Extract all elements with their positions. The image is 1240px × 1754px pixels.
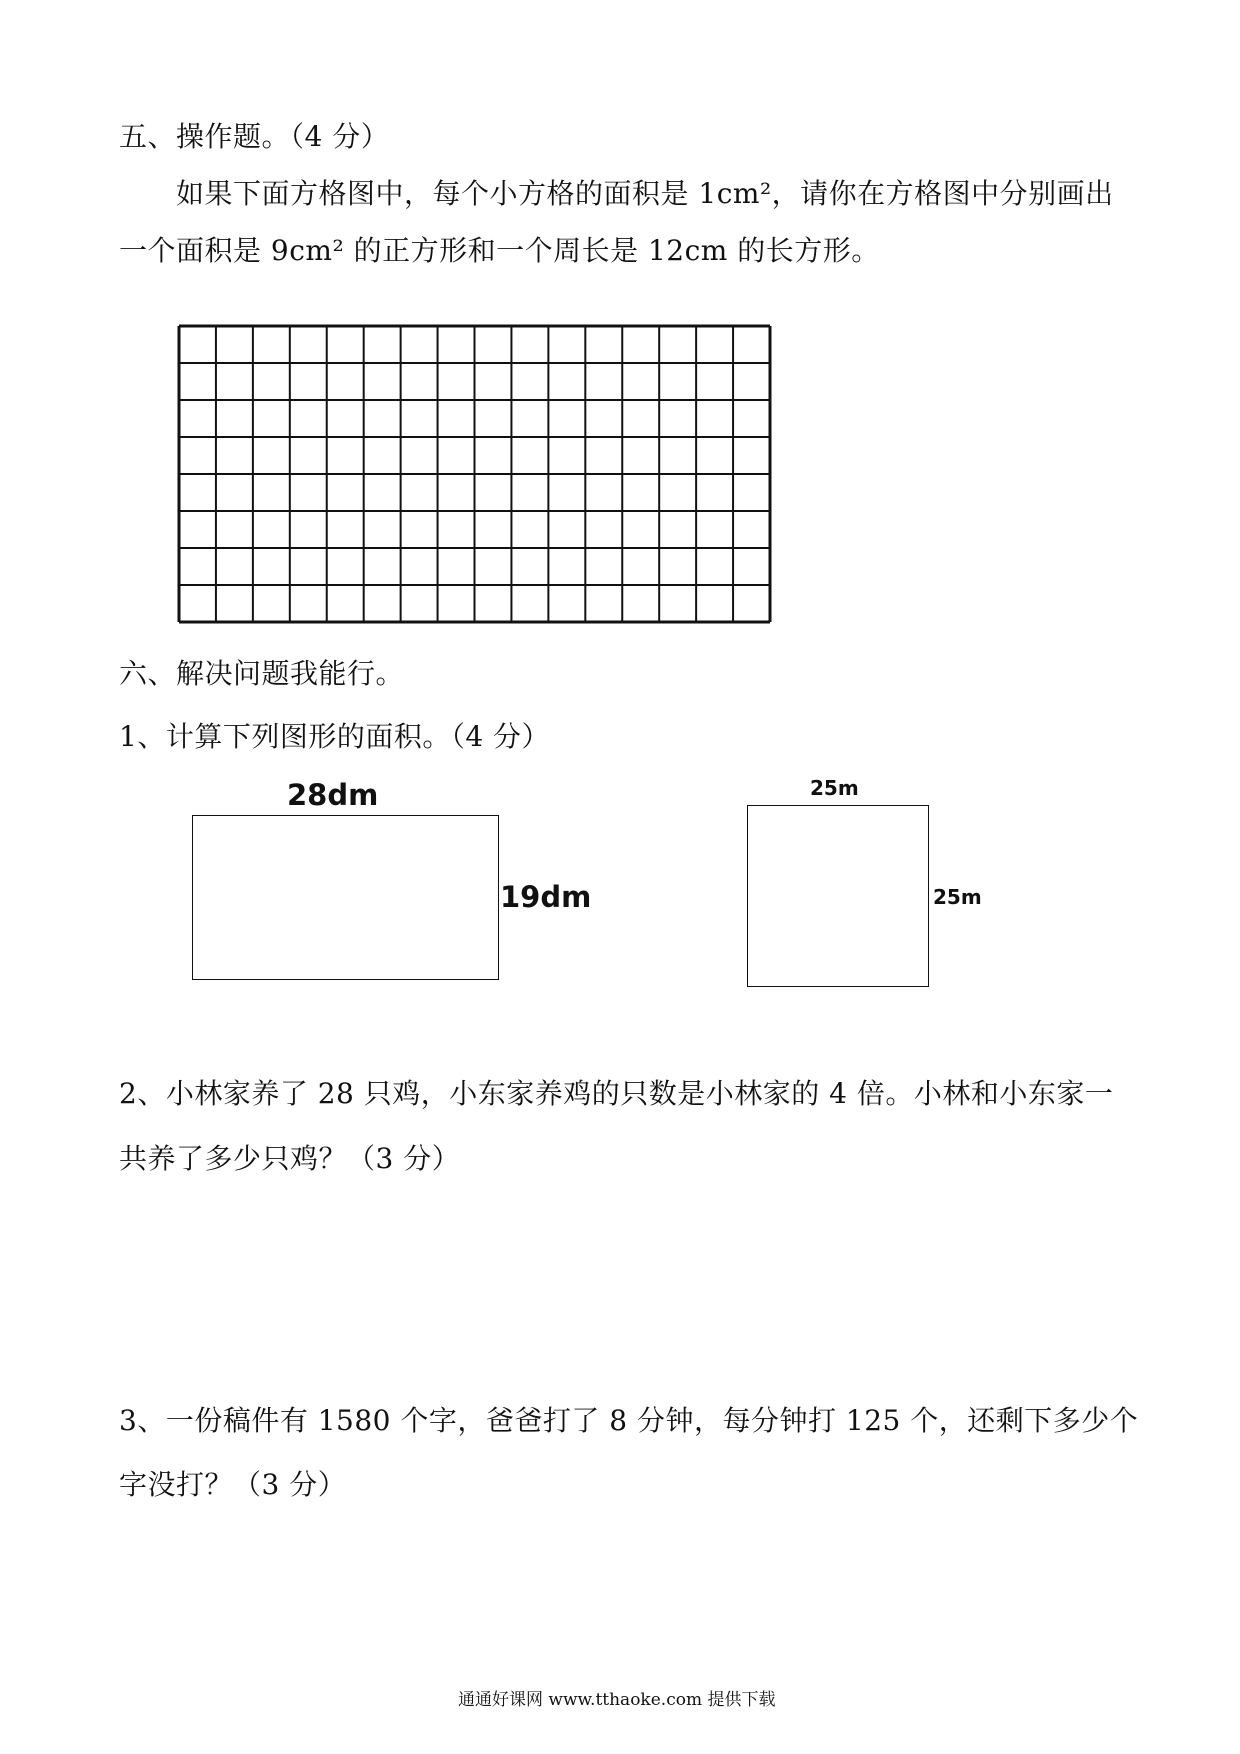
footer-credit: 通通好课网 www.tthaoke.com 提供下载 [458, 1690, 776, 1710]
rectangle-height-label: 19dm [500, 880, 592, 914]
section6-heading: 六、解决问题我能行。 [119, 657, 405, 690]
section5-heading: 五、操作题。（4 分） [119, 120, 390, 153]
section5-instruction-line2: 一个面积是 9cm² 的正方形和一个周长是 12cm 的长方形。 [119, 234, 880, 267]
square-height-label: 25m [933, 885, 982, 909]
q3-line1: 3、一份稿件有 1580 个字，爸爸打了 8 分钟，每分钟打 125 个，还剩下多少个 [119, 1404, 1139, 1437]
q2-line2: 共养了多少只鸡？（3 分） [119, 1142, 461, 1175]
section5-instruction-line1: 如果下面方格图中，每个小方格的面积是 1cm²，请你在方格图中分别画出 [176, 177, 1114, 210]
q2-line1: 2、小林家养了 28 只鸡，小东家养鸡的只数是小林家的 4 倍。小林和小东家一 [119, 1077, 1114, 1110]
rectangle-shape [192, 815, 499, 980]
square-shape [747, 805, 929, 987]
square-width-label: 25m [810, 776, 859, 800]
rectangle-width-label: 28dm [287, 778, 379, 812]
q3-line2: 字没打？（3 分） [119, 1468, 347, 1501]
q1-text: 1、计算下列图形的面积。（4 分） [119, 720, 551, 753]
